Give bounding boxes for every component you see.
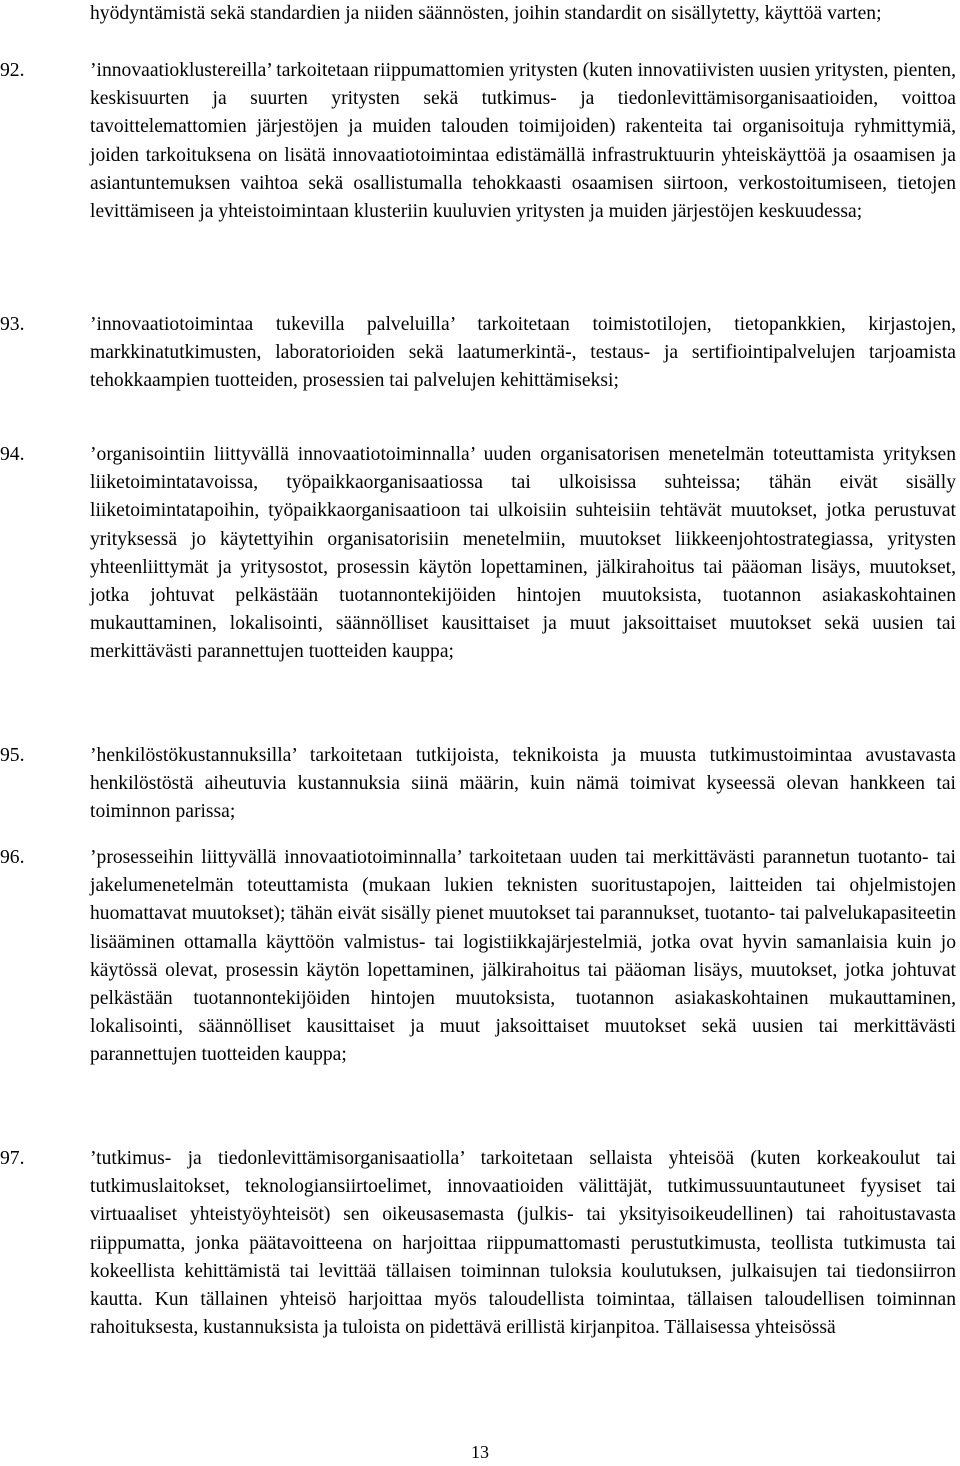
item-text: ’organisointiin liittyvällä innovaatiotoiminnalla’ uuden organisatorisen menetelmän toteuttamista yrityksen liiketoimintatavoissa, työpaikkaorganisaatiossa tai ulkoisissa suhteissa; tähän eivät sisälly liiketoimintatapoihin, työpaikkaorganisaatioon tai ulkoisiin suhteisiin tehtävät muutokset, jotka perustuvat yrityksessä jo käytettyihin organisatorisiin menetelmiin, muutokset liikkeenjohtostrategiassa, yritysten yhteenliittymät ja yritysostot, prosessin käytön lopettaminen, jälkirahoitus tai pääoman lisäys, muutokset, jotka johtuvat pelkästään tuotannontekijöiden hintojen muutoksista, tuotannon asiakaskohtainen mukauttaminen, lokalisointi, säännölliset kausittaiset ja muut jaksoittaiset muutokset sekä uusien tai merkittävästi parannettujen tuotteiden kauppa; bbox=[90, 444, 956, 663]
item-text: ’prosesseihin liittyvällä innovaatiotoiminnalla’ tarkoitetaan uuden tai merkittävästi parannetun tuotanto- tai jakelumenetelmän toteuttamista (mukaan lukien teknisten suoritustapojen, laitteiden tai ohjelmistojen huomattavat muutokset); tähän eivät sisälly pienet muutokset tai parannukset, tuotanto- tai palvelukapasiteetin lisääminen ottamalla käyttöön valmistus- tai logistiikkajärjestelmiä, jotka ovat hyvin samanlaisia kuin jo käytössä olevat, prosessin käytön lopettaminen, jälkirahoitus tai pääoman lisäys, muutokset, jotka johtuvat pelkästään tuotannontekijöiden hintojen muutoksista, tuotannon asiakaskohtainen mukauttaminen, lokalisointi, säännölliset kausittaiset ja muut jaksoittaiset muutokset sekä uusien tai merkittävästi parannettujen tuotteiden kauppa; bbox=[90, 847, 956, 1066]
page-number: 13 bbox=[471, 1442, 489, 1462]
item-text: ’innovaatioklustereilla’ tarkoitetaan riippumattomien yritysten (kuten innovatiivisten uusien yritysten, pienten, keskisuurten ja suurten yritysten sekä tutkimus- ja tiedonlevittämisorganisaatioiden, voittoa tavoittelemattomien järjestöjen ja muiden talouden toimijoiden) rakenteita tai organisoituja ryhmittymiä, joiden tarkoituksena on lisätä innovaatiotoimintaa edistämällä infrastruktuurin yhteiskäyttöä ja osaamisen ja asiantuntemuksen vaihtoa sekä osallistumalla tehokkaasti osaamisen siirtoon, verkostoitumiseen, tietojen levittämiseen ja yhteistoimintaan klusteriin kuuluvien yritysten ja muiden järjestöjen keskuudessa; bbox=[90, 60, 956, 223]
item-number: 93. bbox=[0, 314, 25, 335]
intro-paragraph: hyödyntämistä sekä standardien ja niiden säännösten, joihin standardit on sisällytetty, käyttöä varten; bbox=[90, 3, 882, 24]
item-text: ’henkilöstökustannuksilla’ tarkoitetaan tutkijoista, teknikoista ja muusta tutkimustoimintaa avustavasta henkilöstöstä aiheutuvia kustannuksia siinä määrin, kuin nämä toimivat kyseessä olevan hankkeen tai toiminnon parissa; bbox=[90, 745, 956, 823]
item-text: ’innovaatiotoimintaa tukevilla palveluilla’ tarkoitetaan toimistotilojen, tietopankkien, kirjastojen, markkinatutkimusten, laboratorioiden sekä laatumerkintä-, testaus- ja sertifiointipalvelujen tarjoamista tehokkaampien tuotteiden, prosessien tai palvelujen kehittämiseksi; bbox=[90, 314, 956, 392]
item-number: 96. bbox=[0, 847, 25, 868]
item-text: ’tutkimus- ja tiedonlevittämisorganisaatiolla’ tarkoitetaan sellaista yhteisöä (kuten korkeakoulut tai tutkimuslaitokset, teknologiansiirtoelimet, innovaatioiden välittäjät, tutkimussuuntautuneet fyysiset tai virtuaaliset yhteistyöyhteisöt) sen oikeusasemasta (julkis- tai yksityisoikeudellinen) tai rahoitustavasta riippumatta, jonka päätavoitteena on harjoittaa riippumattomasti perustutkimusta, teollista tutkimusta tai kokeellista kehittämistä tai levittää tällaisen toiminnan tuloksia koulutuksen, julkaisujen tai tiedonsiirron kautta. Kun tällainen yhteisö harjoittaa myös taloudellista toimintaa, tällaisen taloudellisen toiminnan rahoituksesta, kustannuksista ja tuloista on pidettävä erillistä kirjanpitoa. Tällaisessa yhteisössä bbox=[90, 1148, 956, 1339]
item-number: 97. bbox=[0, 1148, 25, 1169]
item-number: 92. bbox=[0, 60, 25, 81]
item-number: 94. bbox=[0, 444, 25, 465]
item-number: 95. bbox=[0, 745, 25, 766]
